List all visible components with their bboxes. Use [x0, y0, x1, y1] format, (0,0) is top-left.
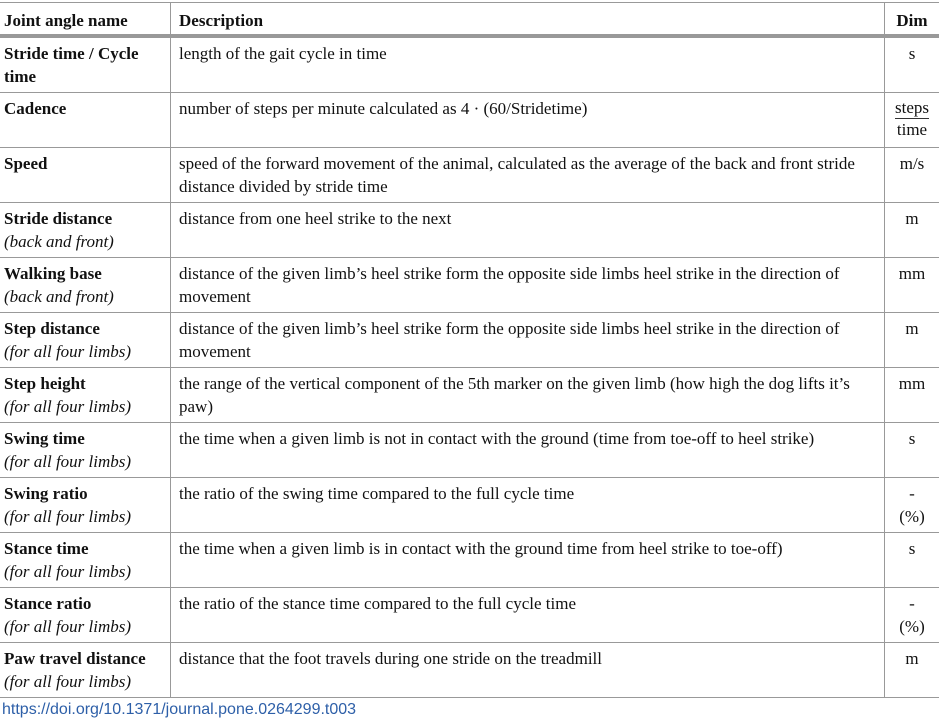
parameter-dim-cell — [885, 202, 940, 257]
dim-value: s — [908, 44, 916, 63]
parameter-name: Walking base — [4, 263, 102, 283]
dim-value: m — [905, 208, 919, 228]
dim-value: mm — [898, 373, 926, 393]
parameter-dim-cell — [885, 312, 940, 367]
parameter-name-cell — [0, 93, 171, 148]
parameter-name-cell — [0, 532, 171, 587]
parameter-scope: (for all four limbs) — [4, 671, 132, 691]
parameter-description: the range of the vertical component of the 5th marker on the given limb (how high the dog lifts it’s paw) — [171, 367, 885, 422]
table-header-row — [0, 3, 939, 37]
parameter-name: Cadence — [4, 99, 67, 118]
parameter-name-cell — [0, 147, 171, 202]
parameter-dim-cell — [885, 147, 940, 202]
dim-value: m/s — [899, 153, 925, 173]
parameter-description: number of steps per minute calculated as 4 · (60/Stridetime) — [171, 93, 885, 148]
table-row — [0, 93, 939, 148]
parameter-name-cell — [0, 477, 171, 532]
parameter-name: Swing time — [4, 428, 85, 448]
parameter-description: distance that the foot travels during one stride on the treadmill — [171, 642, 885, 697]
parameter-description: length of the gait cycle in time — [171, 36, 885, 93]
parameter-scope: (for all four limbs) — [4, 451, 132, 471]
parameter-dim-cell — [885, 367, 940, 422]
header-joint-angle-name: Joint angle name — [0, 3, 171, 37]
parameter-dim-cell — [885, 642, 940, 697]
dim-value-secondary: (%) — [899, 506, 925, 526]
parameter-scope: (for all four limbs) — [4, 616, 132, 636]
parameter-name-cell — [0, 312, 171, 367]
parameter-dim-cell — [885, 587, 940, 642]
parameter-name: Stride time / Cycle time — [4, 44, 139, 86]
parameter-description: distance from one heel strike to the next — [171, 202, 885, 257]
parameter-name-cell — [0, 257, 171, 312]
table-row — [0, 422, 939, 477]
parameter-scope: (for all four limbs) — [4, 506, 132, 526]
parameter-name-cell — [0, 36, 171, 93]
parameter-name-cell — [0, 587, 171, 642]
table-row — [0, 202, 939, 257]
parameter-description: the ratio of the swing time compared to the full cycle time — [171, 477, 885, 532]
parameter-description: distance of the given limb’s heel strike form the opposite side limbs heel strike in the direction of movement — [171, 312, 885, 367]
parameter-dim-cell — [885, 36, 940, 93]
parameter-name: Step height — [4, 373, 86, 393]
parameter-description: the time when a given limb is in contact with the ground time from heel strike to toe-off) — [171, 532, 885, 587]
parameter-name: Step distance — [4, 318, 100, 338]
parameter-name: Speed — [4, 153, 48, 173]
parameter-name-cell — [0, 422, 171, 477]
parameter-name-cell — [0, 367, 171, 422]
parameter-name: Paw travel distance — [4, 648, 146, 668]
parameter-description: the ratio of the stance time compared to the full cycle time — [171, 587, 885, 642]
parameter-scope: (for all four limbs) — [4, 396, 132, 416]
table-row — [0, 147, 939, 202]
dim-value-secondary: (%) — [899, 616, 925, 636]
parameter-description: the time when a given limb is not in contact with the ground (time from toe-off to heel strike) — [171, 422, 885, 477]
header-description: Description — [171, 3, 885, 37]
parameter-name: Stance ratio — [4, 593, 92, 613]
dim-value: m — [905, 318, 919, 338]
parameter-description: distance of the given limb’s heel strike form the opposite side limbs heel strike in the direction of movement — [171, 257, 885, 312]
table-row — [0, 532, 939, 587]
dim-value: mm — [898, 263, 926, 283]
parameter-dim-cell — [885, 477, 940, 532]
dim-value: - — [909, 483, 915, 503]
dim-value: s — [908, 428, 916, 448]
dim-value: m — [905, 648, 919, 668]
parameter-name: Stride distance — [4, 208, 113, 228]
parameter-scope: (for all four limbs) — [4, 561, 132, 581]
table-row — [0, 312, 939, 367]
parameter-dim-cell — [885, 422, 940, 477]
doi-link[interactable]: https://doi.org/10.1371/journal.pone.0264299.t003 — [2, 701, 357, 718]
table-row — [0, 367, 939, 422]
parameter-dim-cell — [885, 532, 940, 587]
parameter-name: Stance time — [4, 538, 89, 558]
dim-denominator: time — [896, 120, 928, 139]
header-dim: Dim — [885, 3, 940, 37]
table-row — [0, 36, 939, 93]
parameter-name-cell — [0, 202, 171, 257]
parameter-name: Swing ratio — [4, 483, 88, 503]
parameter-scope: (for all four limbs) — [4, 341, 132, 361]
parameter-description: speed of the forward movement of the animal, calculated as the average of the back and front stride distance divided by stride time — [171, 147, 885, 202]
dim-fraction — [895, 97, 929, 140]
gait-parameters-table — [0, 2, 939, 698]
table-row — [0, 257, 939, 312]
table-row — [0, 587, 939, 642]
table-body — [0, 36, 939, 697]
dim-numerator: steps — [895, 98, 929, 117]
parameter-dim-cell — [885, 257, 940, 312]
parameter-scope: (back and front) — [4, 286, 114, 306]
parameter-dim-cell — [885, 93, 940, 148]
dim-value: s — [908, 538, 916, 558]
table-row — [0, 642, 939, 697]
parameter-scope: (back and front) — [4, 231, 114, 251]
dim-value: - — [909, 593, 915, 613]
parameter-name-cell — [0, 642, 171, 697]
table-row — [0, 477, 939, 532]
